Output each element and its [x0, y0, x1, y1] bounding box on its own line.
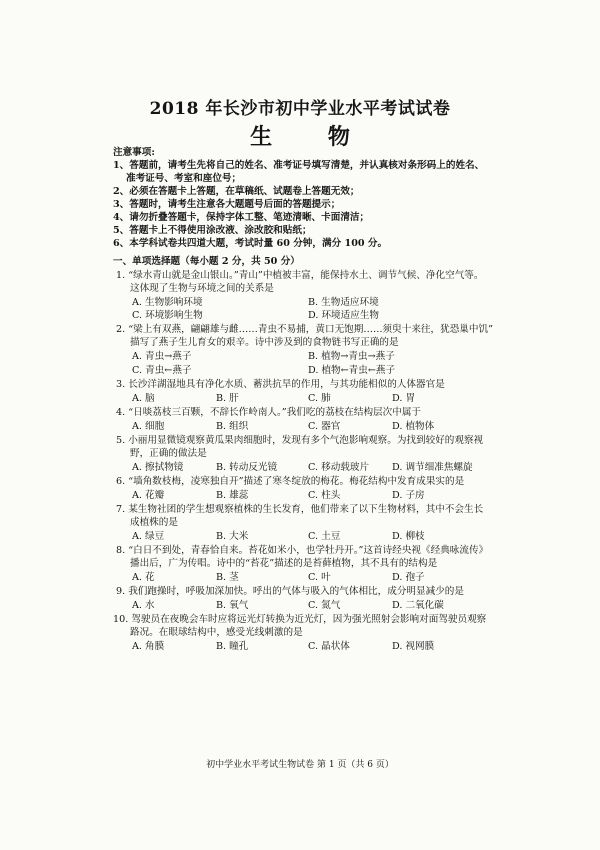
- answer-option: C. 晶状体: [308, 641, 350, 652]
- answer-option: B. 大米: [216, 531, 249, 542]
- answer-option: D. 柳枝: [392, 531, 425, 542]
- answer-option: A. 擦拭物镜: [132, 462, 184, 473]
- question-stem: 7. 某生物社团的学生想观察植株的生长发育，他们带来了以下生物材料，其中不会生长: [116, 504, 484, 515]
- question-stem: 描写了燕子生儿育女的艰辛。诗中涉及到的食物链书写正确的是: [130, 337, 399, 348]
- answer-option: D. 胃: [392, 393, 416, 404]
- answer-option: A. 水: [132, 600, 155, 611]
- answer-option: B. 雄蕊: [216, 490, 249, 501]
- question-stem: 5. 小丽用显微镜观察黄瓜果肉细胞时，发现有多个气泡影响观察。为找到较好的观察视: [116, 435, 484, 446]
- question-stem: 野，正确的做法是: [130, 448, 207, 459]
- answer-option: A. 细胞: [132, 421, 165, 432]
- answer-option: B. 植物→青虫→燕子: [308, 351, 395, 362]
- answer-option: C. 叶: [308, 572, 331, 583]
- answer-option: C. 土豆: [308, 531, 341, 542]
- question-stem: 10. 驾驶员在夜晚会车时应将远光灯转换为近光灯，因为强光照射会影响对面驾驶员观察: [113, 614, 487, 625]
- question-stem: 1. “绿水青山就是金山银山。”青山”中植被丰富，能保持水土、调节气候、净化空气等。: [116, 270, 484, 281]
- page-footer: 初中学业水平考试生物试卷 第 1 页（共 6 页）: [206, 760, 394, 770]
- answer-option: D. 孢子: [392, 572, 425, 583]
- note-item: 5、答题卡上不得使用涂改液、涂改胶和贴纸；: [113, 225, 312, 236]
- answer-option: B. 氧气: [216, 600, 249, 611]
- question-stem: 6. “墙角数枝梅，凌寒独自开”描述了寒冬绽放的梅花。梅花结构中发育成果实的是: [116, 476, 465, 487]
- exam-title: 2018 年长沙市初中学业水平考试试卷: [149, 99, 451, 119]
- answer-option: A. 绿豆: [132, 531, 165, 542]
- answer-option: A. 生物影响环境: [132, 297, 203, 308]
- answer-option: D. 二氧化碳: [392, 600, 444, 611]
- question-stem: 成植株的是: [130, 517, 178, 528]
- question-stem: 路况。在眼球结构中，感受光线刺激的是: [130, 627, 303, 638]
- answer-option: A. 角膜: [132, 641, 165, 652]
- note-item: 1、答题前，请考生先将自己的姓名、准考证号填写清楚，并认真核对条形码上的姓名、: [113, 160, 485, 171]
- note-item: 3、答题时，请考生注意各大题题号后面的答题提示；: [113, 199, 341, 210]
- answer-option: C. 柱头: [308, 490, 341, 501]
- answer-option: C. 环境影响生物: [132, 310, 203, 321]
- note-item: 准考证号、考室和座位号；: [126, 173, 242, 184]
- answer-option: D. 植物体: [392, 421, 435, 432]
- answer-option: C. 青虫←燕子: [132, 365, 192, 376]
- answer-option: D. 植物←青虫←燕子: [308, 365, 396, 376]
- section-heading: 一、单项选择题（每小题 2 分，共 50 分）: [113, 256, 300, 267]
- answer-option: A. 脑: [132, 393, 155, 404]
- answer-option: C. 器官: [308, 421, 341, 432]
- notes-heading: 注意事项:: [113, 147, 155, 158]
- note-item: 4、请勿折叠答题卡，保持字体工整、笔迹清晰、卡面清洁；: [113, 212, 370, 223]
- answer-option: D. 子房: [392, 490, 425, 501]
- question-stem: 播出后，广为传唱。诗中的“苔花”描述的是苔藓植物，其不具有的结构是: [130, 558, 438, 569]
- question-stem: 3. 长沙洋湖湿地具有净化水质、蓄洪抗旱的作用，与其功能相似的人体器官是: [116, 379, 445, 390]
- answer-option: D. 视网膜: [392, 641, 435, 652]
- question-stem: 9. 我们跑操时，呼吸加深加快。呼出的气体与吸入的气体相比，成分明显减少的是: [116, 586, 464, 597]
- answer-option: A. 花瓣: [132, 490, 165, 501]
- question-stem: 8. “白日不到处，青春恰自来。苔花如米小，也学牡丹开。”这首诗经央视《经典咏流传》: [116, 545, 489, 556]
- answer-option: A. 青虫→燕子: [132, 351, 192, 362]
- question-stem: 2. “梁上有双燕，翩翩雄与雌……青虫不易捕，黄口无饱期……须臾十来往，犹恐巢中饥”: [116, 324, 493, 335]
- answer-option: B. 瞳孔: [216, 641, 249, 652]
- answer-option: C. 氮气: [308, 600, 341, 611]
- note-item: 2、必须在答题卡上答题，在草稿纸、试题卷上答题无效；: [113, 186, 360, 197]
- answer-option: C. 肺: [308, 393, 331, 404]
- note-item: 6、本学科试卷共四道大题，考试时量 60 分钟，满分 100 分。: [113, 238, 388, 249]
- answer-option: B. 肝: [216, 393, 239, 404]
- answer-option: B. 生物适应环境: [308, 297, 379, 308]
- answer-option: C. 移动载玻片: [308, 462, 370, 473]
- question-stem: 4. “日啖荔枝三百颗，不辞长作岭南人。”我们吃的荔枝在结构层次中属于: [116, 407, 422, 418]
- answer-option: B. 组织: [216, 421, 249, 432]
- answer-option: B. 转动反光镜: [216, 462, 278, 473]
- answer-option: D. 调节细准焦螺旋: [392, 462, 473, 473]
- answer-option: B. 茎: [216, 572, 239, 583]
- answer-option: D. 环境适应生物: [308, 310, 380, 321]
- answer-option: A. 花: [132, 572, 155, 583]
- question-stem: 这体现了生物与环境之间的关系是: [130, 283, 274, 294]
- exam-subject: 生 物: [250, 124, 374, 150]
